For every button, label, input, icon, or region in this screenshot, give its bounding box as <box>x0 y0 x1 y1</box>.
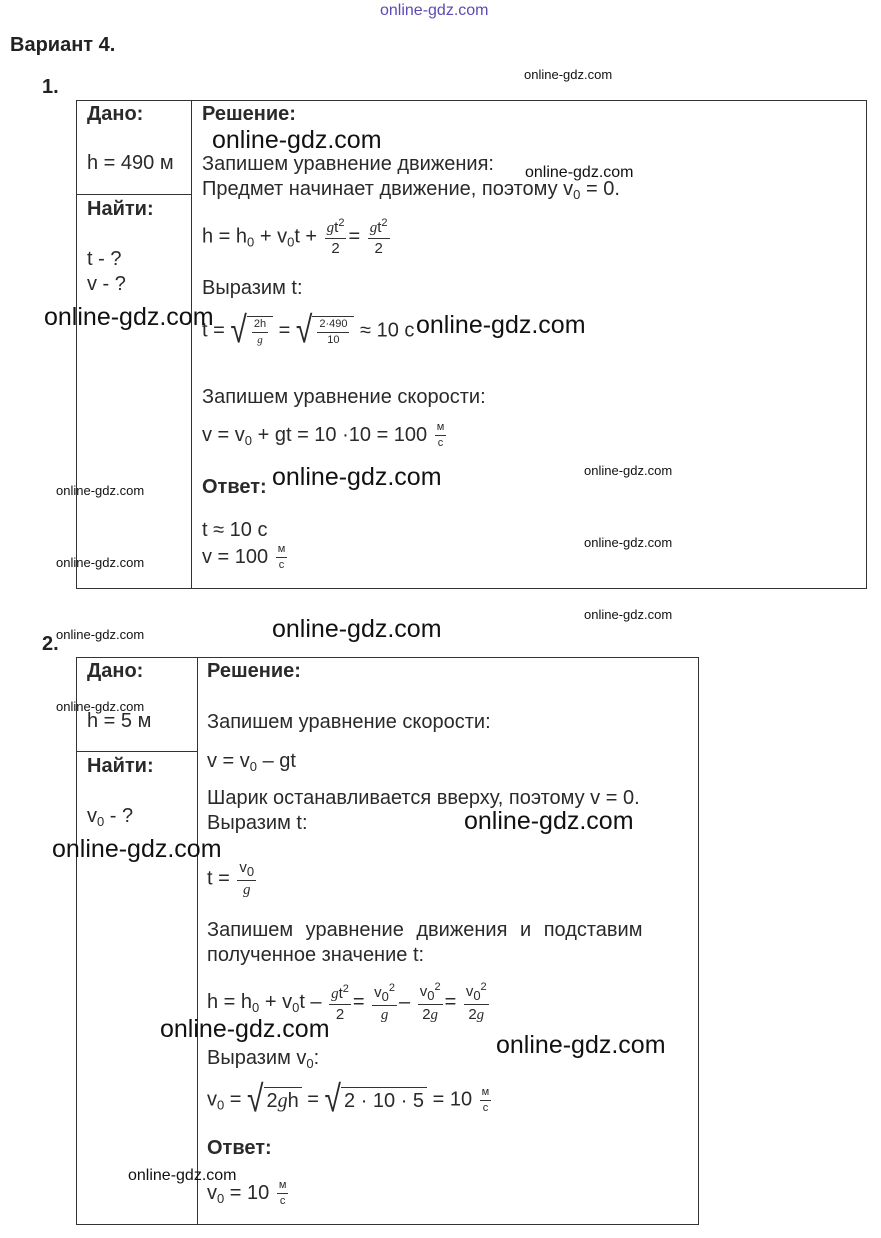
task1-find-v: v - ? <box>87 273 126 295</box>
watermark: online-gdz.com <box>56 627 145 642</box>
task1-starts-line: Предмет начинает движение, поэтому $v_0 = 0$. <box>202 178 620 202</box>
watermark: online-gdz.com <box>584 535 673 550</box>
watermark: online-gdz.com <box>525 164 634 181</box>
watermark: online-gdz.com <box>272 463 442 491</box>
task2-given-h: h = 5 м <box>87 710 152 732</box>
task2-find-v0: $v_0$ - ? <box>87 805 134 829</box>
watermark: online-gdz.com <box>128 1167 237 1184</box>
watermark: online-gdz.com <box>212 126 382 154</box>
task2-express-v0: Выразим $v_0$: <box>207 1047 320 1071</box>
task1-find-label: Найти: <box>87 198 154 220</box>
task2-solution-label: Решение: <box>207 660 301 682</box>
watermark: online-gdz.com <box>524 67 613 82</box>
task2-given-label: Дано: <box>87 660 144 682</box>
watermark: online-gdz.com <box>584 463 673 478</box>
task2-stops-line: Шарик останавливается вверху, поэтому v = 0. <box>207 787 640 809</box>
watermark: online-gdz.com <box>584 607 673 622</box>
site-header-watermark: online-gdz.com <box>380 2 489 19</box>
watermark: online-gdz.com <box>44 303 214 331</box>
task2-speed-formula: $v = v_0$ – gt <box>207 750 296 774</box>
watermark: online-gdz.com <box>464 807 634 835</box>
task2-v0-formula: $v_0$ = √ 2gh = √ 2 · 10 · 5 = 10 $\frac{м}{с}$ <box>207 1078 490 1120</box>
task1-t-formula: t = √ $\frac{2h}{g}$ = √ $\frac{2\cdot 490}{10}$ ≈ 10 с <box>202 309 415 351</box>
watermark: online-gdz.com <box>272 615 442 643</box>
task2-motion-line-1: Запишем уравнение движения и подставим <box>207 919 643 941</box>
task2-divider <box>197 657 198 1225</box>
task2-motion-formula: $h = h_0 + v_0t$ – $\frac{gt^2}{2}$ = $\frac{v_0^2}{g}$ – $\frac{v_0^2}{2g}$ = $\frac{v_0^2}{2g}$ <box>207 981 487 1023</box>
task1-motion-eq-line: Запишем уравнение движения: <box>202 153 494 175</box>
task1-answer-t: t ≈ 10 с <box>202 519 268 541</box>
task2-answer-v0: $v_0 = 10$ $\frac{м}{с}$ <box>207 1179 287 1207</box>
watermark: online-gdz.com <box>56 555 145 570</box>
task1-given-divider <box>76 194 192 195</box>
watermark: online-gdz.com <box>56 483 145 498</box>
task1-given-h: h = 490 м <box>87 152 174 174</box>
task2-motion-line-2: полученное значение t: <box>207 944 425 966</box>
watermark: online-gdz.com <box>160 1015 330 1043</box>
task2-t-formula: t = $\frac{v_0}{g}$ <box>207 859 255 898</box>
task2-number: 2. <box>42 633 59 655</box>
task1-divider <box>191 100 192 589</box>
task1-express-t: Выразим t: <box>202 277 303 299</box>
task2-find-label: Найти: <box>87 755 154 777</box>
task1-solution-label: Решение: <box>202 103 296 125</box>
task1-motion-formula: $h = h_0 + v_0t$ + $\frac{gt^2}{2}$ = $\frac{gt^2}{2}$ <box>202 217 388 257</box>
task2-given-divider <box>76 751 198 752</box>
task1-speed-formula: $v = v_0$ + gt = 10 ·10 = 100 $\frac{м}{с}$ <box>202 421 445 449</box>
task2-answer-label: Ответ: <box>207 1137 272 1159</box>
task1-number: 1. <box>42 76 59 98</box>
watermark: online-gdz.com <box>52 835 222 863</box>
task1-find-t: t - ? <box>87 248 122 270</box>
task2-express-t: Выразим t: <box>207 812 308 834</box>
task1-answer-v: v = 100 $\frac{м}{с}$ <box>202 543 286 571</box>
task2-speed-eq-line: Запишем уравнение скорости: <box>207 711 491 733</box>
task1-answer-label: Ответ: <box>202 476 267 498</box>
watermark: online-gdz.com <box>56 699 145 714</box>
task1-given-label: Дано: <box>87 103 144 125</box>
watermark: online-gdz.com <box>496 1031 666 1059</box>
watermark: online-gdz.com <box>416 311 586 339</box>
variant-title: Вариант 4. <box>10 34 116 56</box>
task1-speed-eq-line: Запишем уравнение скорости: <box>202 386 486 408</box>
